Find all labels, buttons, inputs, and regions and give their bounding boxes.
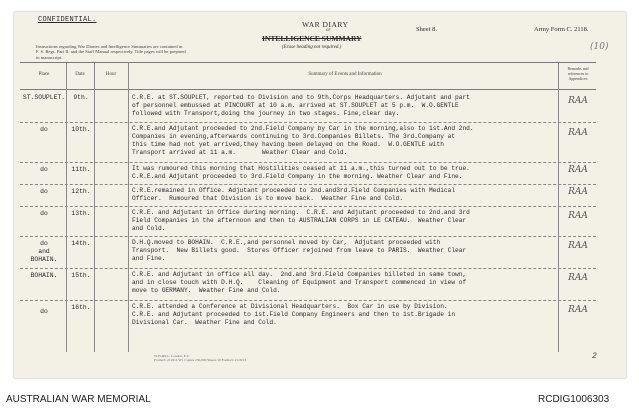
column-place: Place [38,72,50,77]
entry-place: do [40,126,48,133]
entry-date: 13th. [71,210,91,217]
entry-place: do and BOHAIN. [30,240,58,263]
diary-entry [20,268,596,301]
diary-entry [20,122,596,163]
or-label: or [326,28,331,33]
entry-date: 10th. [71,126,91,133]
entry-date: 14th. [71,240,91,247]
entry-initials: RAA [568,187,588,197]
printer-note: W.W.&S.L. London, E.C. Forms/C.2118/4. Wt. Copies 250,000 Sheets 50 Forms/C.2118/13. [154,354,248,362]
entry-date: 16th. [71,304,91,311]
entry-date: 15th. [71,272,91,279]
entry-place: BOHAIN. [30,272,58,279]
entry-initials: RAA [568,273,588,283]
diary-entry [20,184,596,207]
entry-initials: RAA [568,211,588,221]
entry-initials: RAA [568,128,588,138]
entry-place: do [40,166,48,173]
sheet-number: Sheet 8. [416,26,437,33]
entry-summary: It was rumoured this morning that Hostilities ceased at 11 a.m.,this turned out to be true. C.R.E.and Adjutant proceeded to 3rd.Field Company in the morning. Weather Clear and Fine. [132,165,470,180]
column-hour: Hour [105,72,117,77]
entry-initials: RAA [568,165,588,175]
army-form-number: Army Form C. 2118. [534,26,589,33]
column-header-row [20,62,596,90]
entry-summary: C.R.E.remained in Office. Adjutant proceeded to 2nd.and3rd.Field Companies with Medical Officer. Rumoured that Division is to move back. Weather Fine and Cold. [132,187,456,202]
entry-summary: C.R.E. attended a Conference at Divisional Headquarters. Box Car in use by Division. C.R.E. and Adjutant proceeded to 1st.Field Company Engineers and then to 1st.Brigade in Divisional Car. Weather Fine and Cold. [132,303,456,326]
diary-entry [20,162,596,185]
archive-id: RCDIG1006303 [538,394,610,405]
entry-date: 9th. [73,94,89,101]
entry-place: do [40,308,48,315]
entry-initials: RAA [568,305,588,315]
entry-summary: C.R.E. and Adjutant in Office during morning. C.R.E. and Adjutant proceeded to 2nd.and 3rd Field Companies in the afternoon and then to AUSTRALIAN CORPS in LE CATEAU. Weather Clear and Cold. [132,209,470,232]
diary-entry [20,236,596,269]
column-date: Date [75,72,85,77]
entry-summary: C.R.E.and Adjutant proceeded to 2nd.Field Company by Car in the morning,also to 1st.And 2nd. Companies in evening,afterwards continuing to 3rd.Companies Billets. The 3rd.Company at this time had not yet arrived,they having been delayed on the Road. W.O.GENTLE with Transport arrived at 11 a.m. Weather Clear and Cold. [132,125,474,156]
entry-summary: C.R.E. at ST.SOUPLET, reported to Division and to 9th.Corps Headquarters. Adjutant and part of personnel embussed at PINCOURT at 10 a.m. arrived at ST.SOUPLET at 5 p.m. W.O.GENTLE followed with Transport,doing the journey in two stages. Fine,clear day. [132,94,470,117]
entry-date: 11th. [71,166,91,173]
diary-entry [20,90,596,123]
struck-title: INTELLIGENCE SUMMARY [262,34,362,43]
column-summary: Summary of Events and Information [308,72,382,77]
entry-initials: RAA [568,96,588,106]
column-remarks: Remarks and references to Appendices [567,66,589,81]
entry-initials: RAA [568,241,588,251]
page-title: WAR DIARY [302,20,349,29]
entry-place: ST.SOUPLET. [22,94,66,101]
corner-mark: 2 [592,352,597,361]
diary-entry [20,206,596,237]
archive-credit: AUSTRALIAN WAR MEMORIAL [6,394,151,405]
pencil-mark: (10) [590,42,609,52]
entry-date: 12th. [71,188,91,195]
erase-note: (Erase heading not required.) [282,45,342,50]
instructions-text: Instructions regarding War Diaries and Intelligence Summaries are contained in F. S. Regs. Part II. and the Staff Manual respectively. Title pages will be prepared in manuscript. [36,44,186,60]
entry-summary: D.H.Q.moved to BOHAIN. C.R.E.,and personnel moved by Car, Adjutant proceeded with Transport. New Billets good. Stores Officer rejoined from leave to PARIS. Weather Clear and Fine. [132,239,467,262]
diary-entry [20,300,596,350]
entry-place: do [40,188,48,195]
entry-place: do [40,210,48,217]
confidential-label: CONFIDENTIAL. [38,16,97,24]
entry-summary: C.R.E. and Adjutant in office all day. 2nd.and 3rd.Field Companies billeted in same town, and in close touch with D.H.Q. Cleaning of Equipment and Transport commenced in view of move to GERMANY. Weather Fine and Cold. [132,271,467,294]
